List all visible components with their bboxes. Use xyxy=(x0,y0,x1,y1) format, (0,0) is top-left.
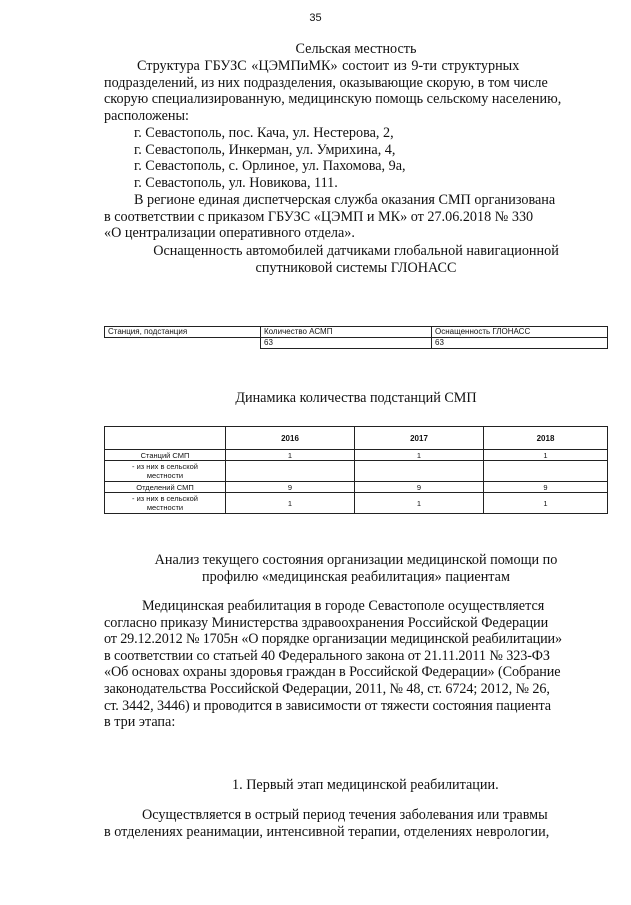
table-row xyxy=(105,482,608,493)
table-cell: 63 xyxy=(432,338,608,349)
row-label: - из них в сельской местности xyxy=(105,461,226,482)
address-list xyxy=(134,125,604,191)
row-label: Станций СМП xyxy=(105,450,226,461)
analysis-line: законодательства Российской Федерации, 2011, № 48, ст. 6724; 2012, № 26, xyxy=(104,680,550,697)
table-header-cell: Станция, подстанция xyxy=(105,327,261,338)
row-label: - из них в сельской местности xyxy=(105,493,226,514)
rural-intro-line: скорую специализированную, медицинскую помощь сельскому населению, xyxy=(104,91,562,108)
address-item: г. Севастополь, пос. Кача, ул. Нестерова, 2, xyxy=(134,125,394,141)
analysis-line: в три этапа: xyxy=(104,714,176,731)
stage1-heading: 1. Первый этап медицинской реабилитации. xyxy=(232,777,499,793)
table-cell: 9 xyxy=(484,482,608,493)
page-number: 35 xyxy=(309,12,322,24)
table-cell xyxy=(484,461,608,482)
analysis-line: согласно приказу Министерства здравоохранения Российской Федерации xyxy=(104,614,549,631)
table-header-cell: 2016 xyxy=(226,427,355,450)
glonass-heading xyxy=(91,243,621,276)
table-cell: 63 xyxy=(261,338,432,349)
analysis-heading-line: профилю «медицинская реабилитация» пациентам xyxy=(202,568,510,585)
dispatch-paragraph xyxy=(104,192,608,242)
glonass-heading-line: спутниковой системы ГЛОНАСС xyxy=(255,259,457,276)
table-cell: 9 xyxy=(355,482,484,493)
table-cell: 1 xyxy=(226,493,355,514)
table-header-cell: Оснащенность ГЛОНАСС xyxy=(432,327,608,338)
table-cell: 1 xyxy=(355,450,484,461)
table-header-row xyxy=(105,427,608,450)
stage1-line: в отделениях реанимации, интенсивной терапии, отделениях неврологии, xyxy=(104,823,550,840)
address-item: г. Севастополь, Инкерман, ул. Умрихина, 4, xyxy=(134,141,396,158)
table-cell: 1 xyxy=(226,450,355,461)
table-row xyxy=(105,493,608,514)
row-label: Отделений СМП xyxy=(105,482,226,493)
dispatch-line: В регионе единая диспетчерская служба оказания СМП организована xyxy=(134,192,556,208)
stage1-line: Осуществляется в острый период течения заболевания или травмы xyxy=(142,807,548,823)
table-header-cell: 2017 xyxy=(355,427,484,450)
table-row xyxy=(105,461,608,482)
address-item: г. Севастополь, с. Орлиное, ул. Пахомова, 9а, xyxy=(134,158,406,175)
analysis-paragraph xyxy=(104,598,608,731)
rural-intro-line: расположены: xyxy=(104,107,189,124)
analysis-heading xyxy=(91,552,621,585)
glonass-heading-line: Оснащенность автомобилей датчиками глобальной навигационной xyxy=(153,243,559,259)
table-cell xyxy=(355,461,484,482)
table-cell: 1 xyxy=(484,493,608,514)
table-header-cell xyxy=(105,427,226,450)
table-cell: 1 xyxy=(484,450,608,461)
analysis-line: Медицинская реабилитация в городе Севастополе осуществляется xyxy=(142,598,545,614)
table-row xyxy=(105,450,608,461)
table-header-cell: Количество АСМП xyxy=(261,327,432,338)
glonass-table xyxy=(104,326,608,349)
dispatch-line: в соответствии с приказом ГБУЗС «ЦЭМП и МК» от 27.06.2018 № 330 xyxy=(104,208,534,225)
table-cell xyxy=(226,461,355,482)
rural-intro-line: подразделений, из них подразделения, оказывающие скорую, в том числе xyxy=(104,74,548,91)
stage1-paragraph xyxy=(104,807,608,840)
dynamics-table xyxy=(104,426,608,514)
dynamics-heading: Динамика количества подстанций СМП xyxy=(235,390,477,406)
analysis-heading-line: Анализ текущего состояния организации медицинской помощи по xyxy=(154,552,558,568)
rural-intro xyxy=(104,58,608,124)
analysis-line: «Об основах охраны здоровья граждан в Российской Федерации» (Собрание xyxy=(104,664,561,681)
table-cell: 9 xyxy=(226,482,355,493)
table-cell xyxy=(105,338,261,349)
table-cell: 1 xyxy=(355,493,484,514)
rural-heading: Сельская местность xyxy=(295,41,417,57)
table-header-row xyxy=(105,327,608,338)
table-row xyxy=(105,338,608,349)
analysis-line: ст. 3442, 3446) и проводится в зависимости от тяжести состояния пациента xyxy=(104,697,551,714)
analysis-line: от 29.12.2012 № 1705н «О порядке организации медицинской реабилитации» xyxy=(104,631,562,648)
rural-intro-line: Структура ГБУЗС «ЦЭМПиМК» состоит из 9-ти структурных xyxy=(137,58,520,74)
analysis-line: в соответствии со статьей 40 Федерального закона от 21.11.2011 № 323-ФЗ xyxy=(104,647,550,664)
address-item: г. Севастополь, ул. Новикова, 111. xyxy=(134,174,338,191)
table-header-cell: 2018 xyxy=(484,427,608,450)
dispatch-line: «О централизации оперативного отдела». xyxy=(104,225,355,242)
